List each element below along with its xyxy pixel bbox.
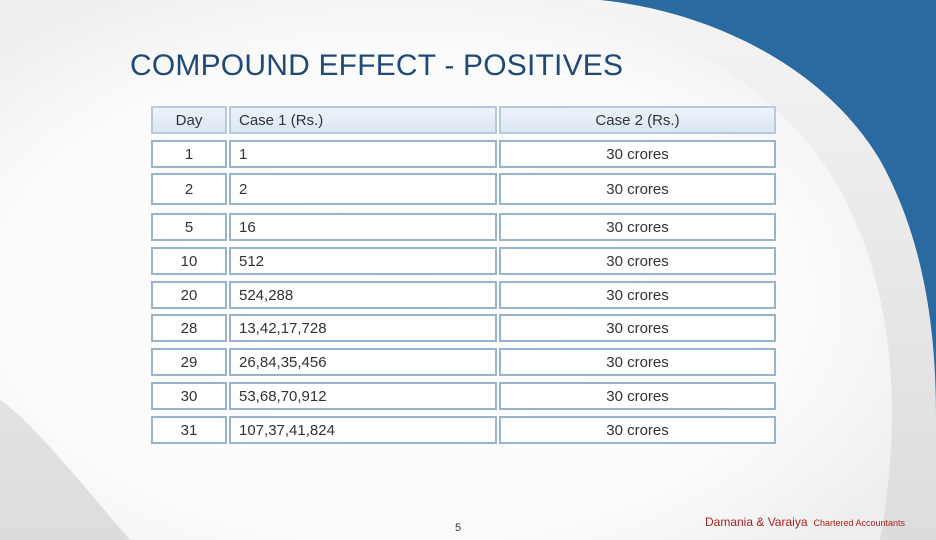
- cell-case1: 512: [229, 247, 497, 275]
- cell-case2: 30 crores: [499, 348, 776, 376]
- table-row: [151, 314, 776, 342]
- page-number: 5: [455, 522, 462, 534]
- cell-day: 10: [151, 247, 227, 275]
- table-row: [151, 247, 776, 275]
- cell-case1: 524,288: [229, 281, 497, 309]
- slide-title: COMPOUND EFFECT - POSITIVES: [130, 49, 624, 82]
- cell-day: 1: [151, 140, 227, 168]
- cell-case1: 16: [229, 213, 497, 241]
- table-row: [151, 140, 776, 168]
- cell-day: 29: [151, 348, 227, 376]
- footer-branding: [705, 515, 905, 529]
- cell-day: 20: [151, 281, 227, 309]
- cell-case2: 30 crores: [499, 247, 776, 275]
- table-row: [151, 281, 776, 309]
- table-row: [151, 382, 776, 410]
- cell-case1: 13,42,17,728: [229, 314, 497, 342]
- header-day: Day: [151, 106, 227, 134]
- table-row: [151, 173, 776, 205]
- table-header-row: [151, 106, 776, 134]
- header-case2: Case 2 (Rs.): [499, 106, 776, 134]
- cell-case2: 30 crores: [499, 314, 776, 342]
- cell-case2: 30 crores: [499, 140, 776, 168]
- cell-case1: 26,84,35,456: [229, 348, 497, 376]
- footer-firm-name: Damania & Varaiya: [705, 515, 808, 529]
- cell-case2: 30 crores: [499, 173, 776, 205]
- cell-day: 31: [151, 416, 227, 444]
- cell-case2: 30 crores: [499, 281, 776, 309]
- cell-case1: 1: [229, 140, 497, 168]
- cell-case1: 2: [229, 173, 497, 205]
- table-row: [151, 416, 776, 444]
- cell-case2: 30 crores: [499, 416, 776, 444]
- cell-case2: 30 crores: [499, 382, 776, 410]
- cell-case1: 107,37,41,824: [229, 416, 497, 444]
- table-row: [151, 213, 776, 241]
- cell-case1: 53,68,70,912: [229, 382, 497, 410]
- header-case1: Case 1 (Rs.): [229, 106, 497, 134]
- cell-day: 28: [151, 314, 227, 342]
- cell-day: 30: [151, 382, 227, 410]
- footer-subtitle: Chartered Accountants: [813, 518, 906, 528]
- cell-day: 2: [151, 173, 227, 205]
- cell-case2: 30 crores: [499, 213, 776, 241]
- table-row: [151, 348, 776, 376]
- cell-day: 5: [151, 213, 227, 241]
